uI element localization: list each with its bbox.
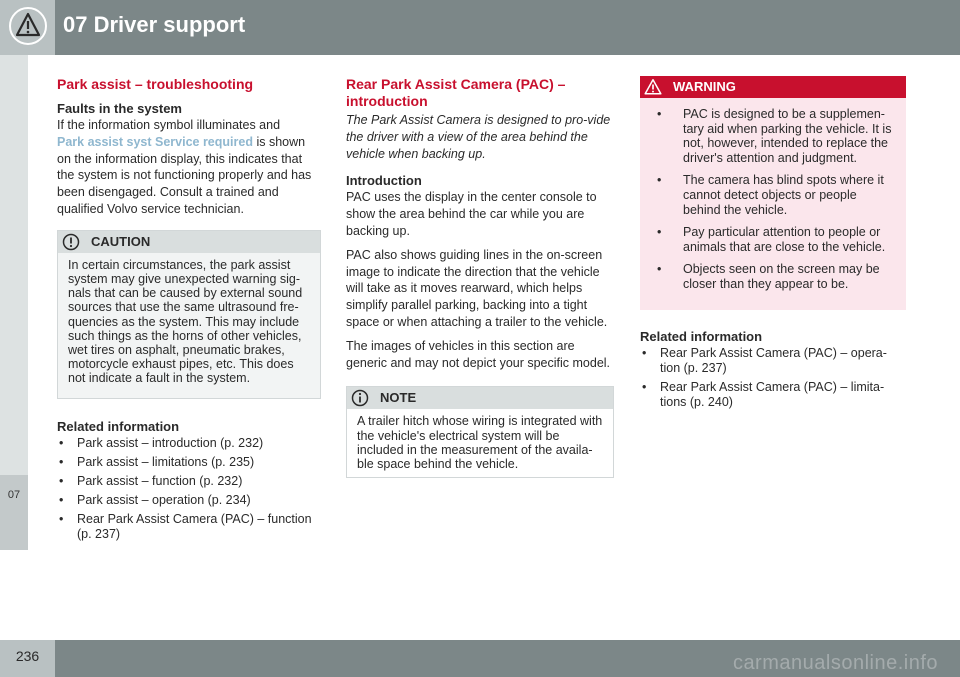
middle-column: [346, 76, 614, 478]
chapter-side-label: 07: [7, 489, 21, 501]
warning-box: [640, 76, 906, 310]
related-heading: Related information: [57, 418, 180, 434]
bullet: •: [59, 435, 64, 450]
paragraph: The images of vehicles in this section are generic and may not depict your specific model.: [346, 338, 611, 370]
warning-item: • Pay particular attention to people or animals that are close to the vehicle.: [657, 225, 886, 254]
faults-text-2: is shown on the information display, this indicates that the system is not functioning properly and has been disengaged. Consult a trained and qualified Volvo service technician.: [57, 134, 312, 216]
warning-item: • Objects seen on the screen may be closer than they appear to be.: [657, 262, 880, 291]
caution-text: In certain circumstances, the park assist system may give unexpected warning sig-nals that can be caused by external sound sources that use the same ultrasound fre-quencies as the system. This may include such things as the horns of other vehicles, wet tires on asphalt, pneumatic brakes, motorcycle exhaust pipes, etc. This does not indicate a fault in the system.: [58, 253, 320, 398]
section-title: Rear Park Assist Camera (PAC) – introduction: [346, 76, 566, 109]
related-heading: Related information: [640, 328, 763, 344]
related-link[interactable]: • Park assist – operation (p. 234): [59, 492, 251, 507]
bullet: •: [657, 262, 662, 277]
warning-triangle-icon: [644, 78, 662, 96]
bullet: •: [642, 345, 647, 360]
service-message-code: Park assist syst Service required: [57, 134, 253, 149]
left-column: [57, 76, 321, 546]
warning-header: [640, 76, 906, 98]
bullet: •: [642, 379, 647, 394]
warning-title: WARNING: [673, 79, 736, 94]
bullet: •: [657, 225, 662, 240]
caution-header: [58, 231, 320, 253]
warning-list: [650, 107, 896, 292]
bullet: •: [657, 107, 662, 121]
note-info-icon: [351, 389, 369, 407]
caution-title: CAUTION: [91, 233, 151, 249]
related-list: [640, 346, 906, 410]
warning-item: • The camera has blind spots where it cannot detect objects or people behind the vehicle.: [657, 173, 884, 217]
caution-icon: [62, 233, 80, 251]
related-link[interactable]: • Rear Park Assist Camera (PAC) – opera-tion (p. 237): [642, 345, 887, 375]
related-list: [57, 436, 321, 542]
intro-lead: The Park Assist Camera is designed to pro-vide the driver with a view of the area behind the vehicle when backing up.: [346, 113, 611, 161]
related-link[interactable]: • Park assist – introduction (p. 232): [59, 435, 264, 450]
note-text: A trailer hitch whose wiring is integrated with the vehicle's electrical system will be included in the measurement of the availa-ble space behind the vehicle.: [347, 409, 613, 477]
header-icon-tab: [0, 0, 55, 55]
caution-box: [57, 230, 321, 399]
bullet: •: [657, 173, 662, 188]
note-box: [346, 386, 614, 478]
faults-text-1: If the information symbol illuminates and: [57, 118, 281, 132]
warning-item: • PAC is designed to be a supplemen-tary aid when parking the vehicle. It is not, however, intended to replace the driver's attention and judgment.: [657, 107, 892, 165]
related-link[interactable]: • Park assist – limitations (p. 235): [59, 454, 255, 469]
related-link[interactable]: • Park assist – function (p. 232): [59, 473, 243, 488]
right-column: [640, 76, 906, 414]
bullet: •: [59, 511, 64, 526]
section-title: Park assist – troubleshooting: [57, 76, 254, 92]
note-header: [347, 387, 613, 409]
chapter-title: 07 Driver support: [63, 12, 246, 37]
chapter-side-tab: [0, 475, 28, 550]
introduction-heading: Introduction: [346, 173, 422, 189]
watermark: carmanualsonline.info: [732, 652, 938, 674]
faults-heading: Faults in the system: [57, 101, 182, 116]
warning-body: [640, 98, 906, 310]
bullet: •: [59, 492, 64, 507]
related-link[interactable]: • Rear Park Assist Camera (PAC) – limita-tions (p. 240): [642, 379, 885, 409]
related-link[interactable]: • Rear Park Assist Camera (PAC) – function (p. 237): [59, 511, 312, 541]
paragraph: PAC also shows guiding lines in the on-screen image to indicate the direction that the vehicle will take as it moves rearward, which helps simplify parallel parking, backing into a tight space or when attaching a trailer to the vehicle.: [346, 247, 608, 329]
warning-triangle-icon: [8, 6, 48, 46]
note-title: NOTE: [380, 390, 417, 406]
page-number: 236: [15, 648, 40, 664]
faults-paragraph: [57, 117, 321, 218]
bullet: •: [59, 454, 64, 469]
bullet: •: [59, 473, 64, 488]
paragraph: PAC uses the display in the center console to show the area behind the car while you are backing up.: [346, 190, 597, 238]
